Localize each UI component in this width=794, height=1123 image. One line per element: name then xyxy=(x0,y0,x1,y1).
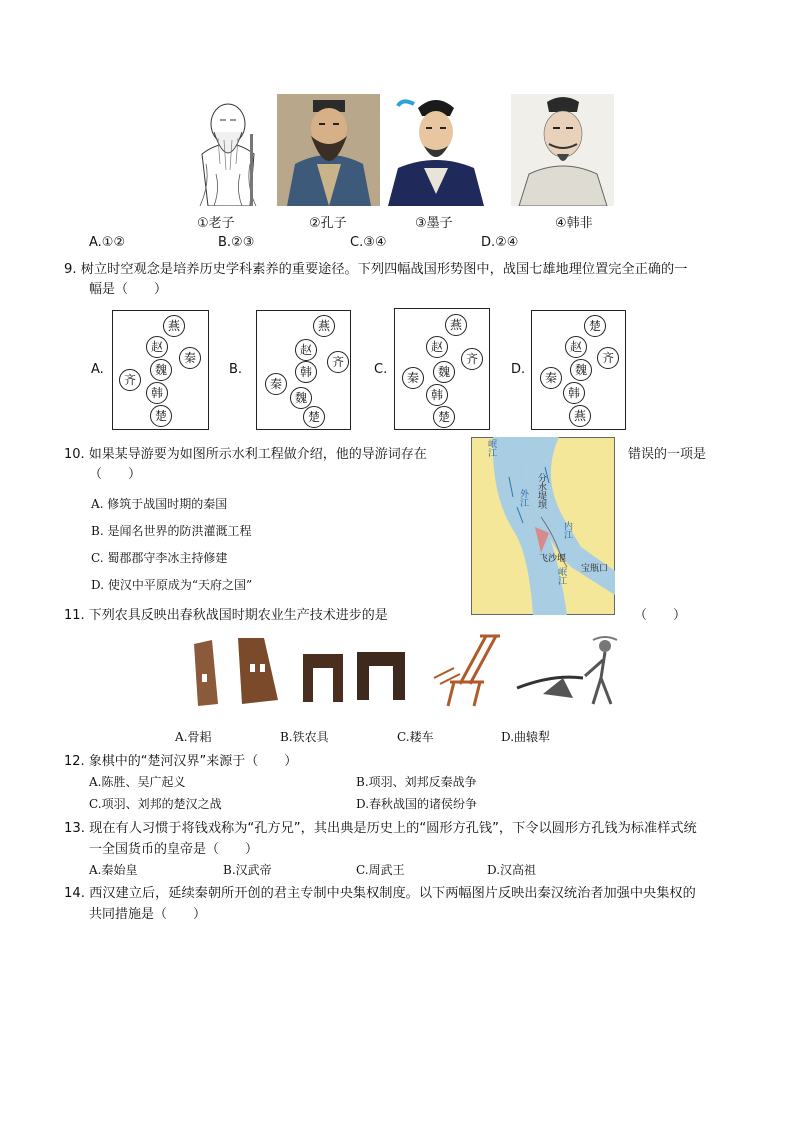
lou-che-image xyxy=(430,634,504,710)
state-qi: 齐 xyxy=(597,347,619,369)
label-inner-river: 内江 xyxy=(562,521,572,539)
q8-option-d: D.②④ xyxy=(481,235,519,250)
q12-stem: 12. 象棋中的“楚河汉界”来源于（ ） xyxy=(64,754,298,769)
state-wei: 魏 xyxy=(150,359,172,381)
state-zhao: 赵 xyxy=(565,336,587,358)
q11-blank: （ ） xyxy=(634,608,687,623)
kongzi-portrait xyxy=(277,94,380,206)
q13-option-b: B.汉武帝 xyxy=(223,863,272,877)
state-chu: 楚 xyxy=(584,315,606,337)
q13-stem-line2: 一全国货币的皇帝是（ ） xyxy=(89,842,259,857)
state-han: 韩 xyxy=(295,361,317,383)
dujiangyan-map xyxy=(471,437,615,615)
q11-stem: 11. 下列农具反映出春秋战国时期农业生产技术进步的是 xyxy=(64,608,388,623)
state-wei: 魏 xyxy=(290,387,312,409)
q13-option-a: A.秦始皇 xyxy=(89,863,138,877)
quyuan-plough-image xyxy=(513,634,629,710)
q11-option-b: B.铁农具 xyxy=(280,730,329,744)
q14-stem-line2: 共同措施是（ ） xyxy=(89,907,207,922)
state-qi: 齐 xyxy=(461,348,483,370)
q10-option-b: B. 是闻名世界的防洪灌溉工程 xyxy=(91,524,252,538)
q9-map-b xyxy=(256,310,351,430)
q12-option-a: A.陈胜、吴广起义 xyxy=(89,775,186,789)
q10-option-c: C. 蜀郡郡守李冰主持修建 xyxy=(91,551,228,565)
q8-option-b: B.②③ xyxy=(218,235,255,250)
state-zhao: 赵 xyxy=(295,339,317,361)
label-bottle-neck: 宝瓶口 xyxy=(581,564,609,574)
mozi-portrait xyxy=(384,94,487,206)
q13-option-c: C.周武王 xyxy=(356,863,405,877)
state-wei: 魏 xyxy=(433,361,455,383)
state-qin: 秦 xyxy=(402,367,424,389)
label-levee: 分水堤坝 xyxy=(536,473,546,509)
q9-map-a xyxy=(112,310,209,430)
q8-option-c: C.③④ xyxy=(350,235,387,250)
state-han: 韩 xyxy=(146,382,168,404)
q9-label-c: C. xyxy=(374,362,388,377)
hanfei-portrait xyxy=(511,94,614,206)
q12-option-b: B.项羽、刘邦反秦战争 xyxy=(356,775,477,789)
q11-option-d: D.曲辕犁 xyxy=(501,730,551,744)
q10-stem-part2: 错误的一项是 xyxy=(628,447,707,462)
iron-tools-image xyxy=(299,634,409,710)
q10-stem-part1: 10. 如果某导游要为如图所示水利工程做介绍，他的导游词存在 xyxy=(64,447,427,462)
q8-option-a: A.①② xyxy=(89,235,126,250)
q11-option-a: A.骨耜 xyxy=(175,730,212,744)
label-minjiang-top: 岷江 xyxy=(486,439,496,457)
label-outer-river: 外江 xyxy=(518,489,528,507)
q13-stem-line1: 13. 现在有人习惯于将钱戏称为“孔方兄”，其出典是历史上的“圆形方孔钱”，下令以圆形方孔钱为标准样式统 xyxy=(64,821,697,836)
q14-stem-line1: 14. 西汉建立后，延续秦朝所开创的君主专制中央集权制度。以下两幅图片反映出秦汉统治者加强中央集权的 xyxy=(64,886,696,901)
caption-mozi: ③墨子 xyxy=(415,216,453,231)
state-yan: 燕 xyxy=(569,405,591,427)
label-weir: 飞沙堰 xyxy=(539,554,567,564)
label-minjiang-bottom: 岷江 xyxy=(556,567,566,585)
caption-laozi: ①老子 xyxy=(197,216,235,231)
q9-map-d xyxy=(531,310,626,430)
state-wei: 魏 xyxy=(570,359,592,381)
state-zhao: 赵 xyxy=(426,336,448,358)
q11-option-c: C.耧车 xyxy=(397,730,434,744)
q9-label-d: D. xyxy=(511,362,526,377)
q12-option-c: C.项羽、刘邦的楚汉之战 xyxy=(89,797,222,811)
q9-label-b: B. xyxy=(229,362,243,377)
state-qi: 齐 xyxy=(327,351,349,373)
state-chu: 楚 xyxy=(433,406,455,428)
state-zhao: 赵 xyxy=(146,336,168,358)
q9-map-c xyxy=(394,308,490,430)
laozi-portrait xyxy=(180,94,276,206)
state-qi: 齐 xyxy=(119,369,141,391)
q10-option-a: A. 修筑于战国时期的秦国 xyxy=(91,497,228,511)
caption-hanfei: ④韩非 xyxy=(555,216,593,231)
state-chu: 楚 xyxy=(150,405,172,427)
state-qin: 秦 xyxy=(179,347,201,369)
bone-si-image xyxy=(188,634,285,710)
state-yan: 燕 xyxy=(313,315,335,337)
q13-option-d: D.汉高祖 xyxy=(487,863,537,877)
caption-kongzi: ②孔子 xyxy=(309,216,347,231)
state-chu: 楚 xyxy=(303,406,325,428)
state-yan: 燕 xyxy=(163,315,185,337)
state-han: 韩 xyxy=(563,382,585,404)
q9-stem-line2: 幅是（ ） xyxy=(89,282,168,297)
state-han: 韩 xyxy=(426,384,448,406)
q9-label-a: A. xyxy=(91,362,104,377)
state-yan: 燕 xyxy=(445,314,467,336)
q12-option-d: D.春秋战国的诸侯纷争 xyxy=(356,797,478,811)
q10-stem-blank: （ ） xyxy=(89,467,142,482)
state-qin: 秦 xyxy=(540,367,562,389)
q9-stem-line1: 9. 树立时空观念是培养历史学科素养的重要途径。下列四幅战国形势图中，战国七雄地理位置完全正确的一 xyxy=(64,262,688,277)
q10-option-d: D. 使汉中平原成为“天府之国” xyxy=(91,578,253,592)
state-qin: 秦 xyxy=(265,373,287,395)
